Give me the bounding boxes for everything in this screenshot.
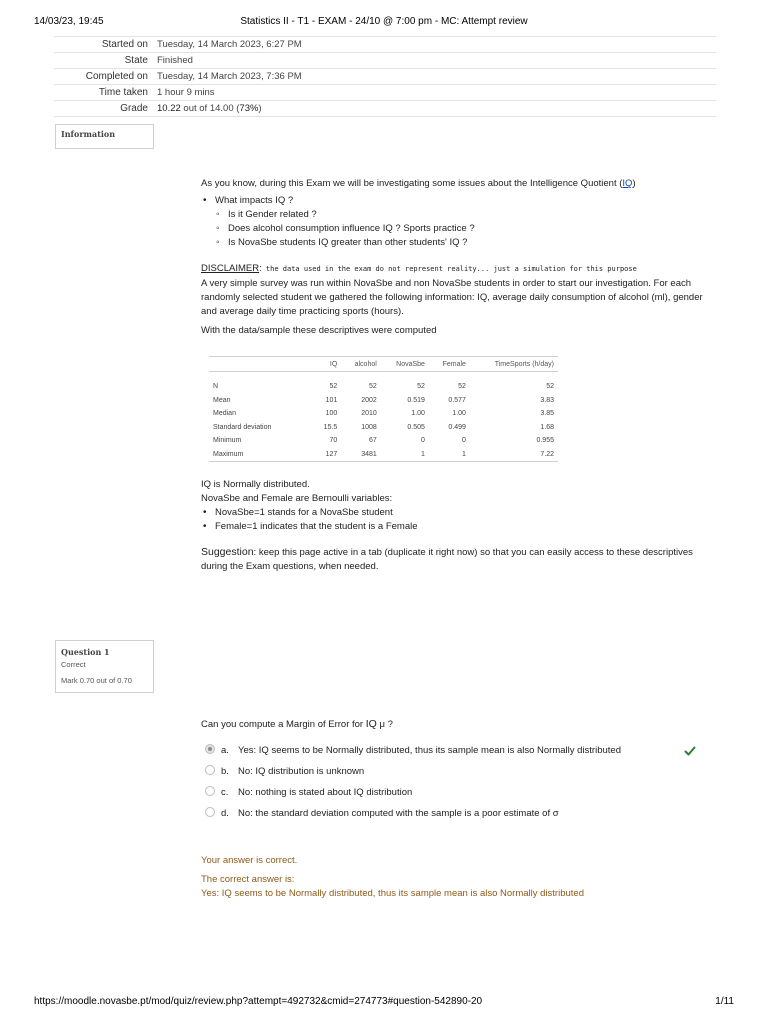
table-cell: 52	[417, 383, 425, 391]
answer-option-a[interactable]	[205, 744, 621, 758]
list-item: ◦ Is NovaSbe students IQ greater than other students' IQ ?	[201, 236, 711, 250]
table-cell: 1.00	[411, 410, 425, 418]
column-header: IQ	[313, 357, 341, 372]
option-text: No: the standard deviation computed with the sample is a poor estimate of σ	[238, 808, 559, 819]
print-date: 14/03/23, 19:45	[34, 16, 104, 27]
question-iq: IQ	[365, 718, 377, 730]
table-cell: 15.5	[323, 423, 338, 431]
correct-answer-label: The correct answer is:	[201, 874, 295, 885]
bernoulli-note: NovaSbe and Female are Bernoulli variables:	[201, 493, 393, 504]
summary-value: 1 hour 9 mins	[157, 85, 716, 101]
radio-button[interactable]	[205, 807, 215, 817]
disclaimer-label: DISCLAIMER	[201, 263, 260, 274]
grade-close: )	[258, 103, 262, 114]
table-cell: 2002	[361, 396, 377, 404]
table-cell: 3.83	[540, 396, 554, 404]
attempt-summary-table	[54, 36, 716, 117]
table-cell: 52	[369, 383, 377, 391]
disclaimer-text: the data used in the exam do not represent reality... just a simulation for this purpose	[261, 265, 637, 273]
list-item: • What impacts IQ ?	[201, 194, 711, 208]
row-label: Median	[213, 410, 236, 418]
table-cell: 101	[325, 396, 338, 404]
table-cell: 52	[458, 383, 466, 391]
table-cell: 1	[381, 448, 429, 462]
answer-option-c[interactable]	[205, 786, 412, 800]
table-cell: 0	[421, 437, 425, 445]
table-cell: 100	[325, 410, 338, 418]
summary-label: Started on	[54, 37, 157, 53]
information-content	[201, 177, 711, 338]
table-cell: 127	[313, 448, 341, 462]
checkmark-icon	[684, 745, 696, 757]
table-cell: 1.00	[452, 410, 466, 418]
column-header	[209, 357, 313, 372]
descriptives-intro: With the data/sample these descriptives were computed	[201, 325, 437, 336]
option-letter: c.	[221, 787, 229, 798]
page-number: 1/11	[715, 996, 734, 1007]
table-cell: 0.499	[448, 423, 466, 431]
table-cell: 3.85	[540, 410, 554, 418]
table-cell: 7.22	[470, 448, 558, 462]
option-letter: a.	[221, 745, 229, 756]
list-item: • Female=1 indicates that the student is a Female	[201, 520, 711, 534]
survey-text: A very simple survey was run within NovaSbe and non NovaSbe students in order to start our investigation. For each randomly selected student we gathered the following information: IQ, average daily consumption of alcohol (ml), gender and average daily time practicing sports (hours).	[201, 278, 703, 317]
disclaimer	[201, 262, 711, 276]
table-cell: 0.505	[407, 423, 425, 431]
option-letter: b.	[221, 766, 229, 777]
summary-value: Tuesday, 14 March 2023, 7:36 PM	[157, 69, 716, 85]
impact-sub-list	[201, 208, 711, 250]
grade-out-of: out of 14.00 (	[180, 103, 240, 114]
list-item: ◦ Is it Gender related ?	[201, 208, 711, 222]
table-cell: 1008	[361, 423, 377, 431]
table-row	[209, 394, 558, 408]
table-cell: 0.519	[407, 396, 425, 404]
variable-notes	[201, 478, 711, 574]
list-item: • NovaSbe=1 stands for a NovaSbe student	[201, 506, 711, 520]
table-row	[209, 434, 558, 448]
row-label: N	[213, 383, 219, 391]
summary-row-completed	[54, 69, 716, 85]
grade-value	[157, 101, 716, 117]
question-number: Question 1	[61, 647, 110, 657]
grade-percent: 73%	[239, 103, 259, 114]
option-text: No: IQ distribution is unknown	[238, 766, 365, 777]
summary-value: Tuesday, 14 March 2023, 6:27 PM	[157, 37, 716, 53]
information-title: Information	[61, 129, 116, 139]
summary-label: Grade	[54, 101, 157, 117]
row-label: Maximum	[209, 448, 313, 462]
intro-text	[201, 177, 711, 191]
suggestion-label: Suggestion	[201, 546, 254, 558]
row-label: Mean	[213, 396, 231, 404]
table-cell: 0.955	[536, 437, 554, 445]
grade-score: 10.22	[157, 103, 181, 114]
table-cell: 52	[546, 383, 554, 391]
option-text: No: nothing is stated about IQ distribution	[238, 787, 413, 798]
table-cell: 0.577	[448, 396, 466, 404]
summary-value: Finished	[157, 53, 716, 69]
disclaimer-colon: :	[259, 263, 262, 274]
table-spacer	[209, 372, 558, 381]
table-cell: 3481	[341, 448, 381, 462]
question-text	[201, 717, 711, 732]
summary-row-time	[54, 85, 716, 101]
suggestion	[201, 545, 711, 574]
table-cell: 52	[329, 383, 338, 391]
iq-link[interactable]: IQ	[622, 178, 633, 189]
table-cell: 67	[369, 437, 377, 445]
table-header-row	[209, 357, 558, 372]
summary-label: Time taken	[54, 85, 157, 101]
summary-row-state	[54, 53, 716, 69]
row-label: Minimum	[213, 437, 242, 445]
radio-button[interactable]	[205, 765, 215, 775]
radio-selected[interactable]	[205, 744, 215, 754]
summary-row-grade	[54, 101, 716, 117]
table-row	[209, 448, 558, 462]
question-prompt: Can you compute a Margin of Error for	[201, 719, 366, 730]
page-title: Statistics II - T1 - EXAM - 24/10 @ 7:00 pm - MC: Attempt review	[240, 16, 528, 27]
intro-close: )	[632, 178, 636, 189]
suggestion-text: : keep this page active in a tab (duplicate it right now) so that you can easily access to these descriptives during the Exam questions, when needed.	[201, 547, 693, 572]
summary-label: State	[54, 53, 157, 69]
answer-option-d[interactable]	[205, 807, 559, 821]
correct-answer: Yes: IQ seems to be Normally distributed, thus its sample mean is also Normally distributed	[201, 888, 584, 899]
descriptives-table	[209, 356, 558, 462]
impact-list	[201, 194, 711, 208]
list-item: ◦ Does alcohol consumption influence IQ ? Sports practice ?	[201, 222, 711, 236]
summary-label: Completed on	[54, 69, 157, 85]
table-cell: 1	[429, 448, 470, 462]
answer-option-b[interactable]	[205, 765, 364, 779]
question-mu: μ ?	[376, 719, 393, 730]
table-cell: 2010	[361, 410, 377, 418]
row-label: Standard deviation	[213, 423, 272, 431]
question-state: Correct	[61, 660, 86, 669]
summary-row-started	[54, 37, 716, 53]
table-cell: 0	[462, 437, 466, 445]
column-header: alcohol	[341, 357, 381, 372]
radio-button[interactable]	[205, 786, 215, 796]
feedback-correct: Your answer is correct.	[201, 855, 298, 866]
column-header: Female	[429, 357, 470, 372]
table-row	[209, 421, 558, 435]
page-url: https://moodle.novasbe.pt/mod/quiz/review.php?attempt=492732&cmid=274773#question-542890-20	[34, 996, 483, 1007]
column-header: NovaSbe	[381, 357, 429, 372]
intro-sentence: As you know, during this Exam we will be investigating some issues about the Intelligence Quotient (	[201, 178, 623, 189]
option-letter: d.	[221, 808, 229, 819]
question-mark: Mark 0.70 out of 0.70	[61, 676, 132, 685]
print-header	[34, 16, 734, 30]
answer-feedback	[201, 854, 584, 901]
bernoulli-list	[201, 506, 711, 534]
column-header: TimeSports (h/day)	[470, 357, 558, 372]
table-row	[209, 407, 558, 421]
table-row	[209, 380, 558, 394]
table-cell: 70	[329, 437, 338, 445]
question-info-box	[55, 640, 154, 693]
table-cell: 1.68	[540, 423, 554, 431]
option-text: Yes: IQ seems to be Normally distributed, thus its sample mean is also Normally distributed	[238, 745, 621, 756]
information-box	[55, 124, 154, 149]
normal-note: IQ is Normally distributed.	[201, 479, 310, 490]
